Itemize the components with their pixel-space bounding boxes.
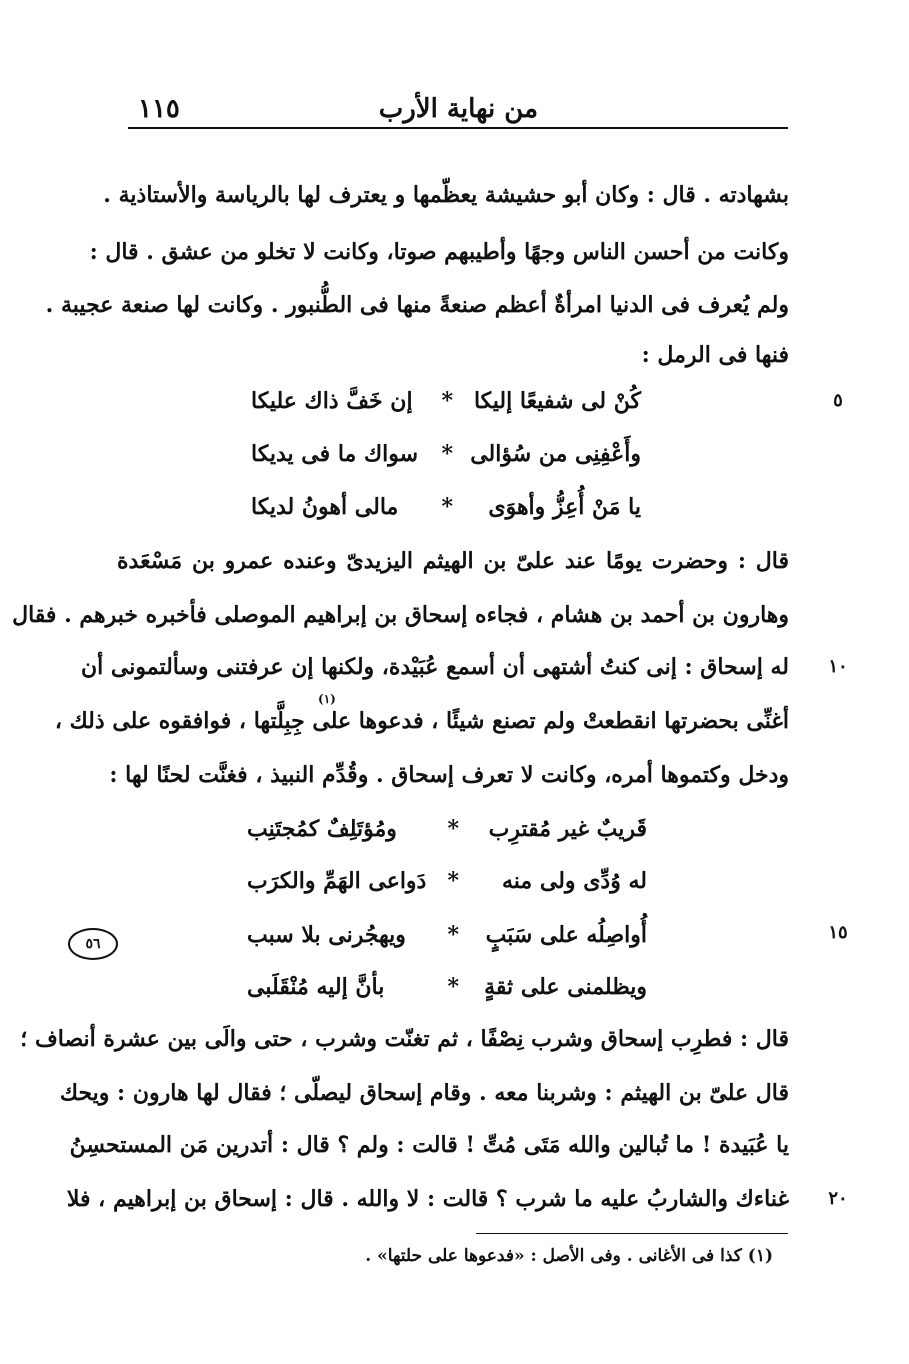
verse-hemistich-first: يا مَنْ أُعِزُّ وأهوَى xyxy=(488,494,641,520)
verse-hemistich-second: إن خَفَّ ذاك عليكا xyxy=(251,388,413,414)
verse-hemistich-second: سواك ما فى يديكا xyxy=(251,441,419,467)
text-line: له إسحاق : إنى كنتُ أشتهى أن أسمع عُبَيْدة، ولكنها إن عرفتنى وسألتمونى أن xyxy=(80,654,789,680)
text-line: فنها فى الرمل : xyxy=(641,342,789,368)
verse-line xyxy=(251,384,641,418)
verse-hemistich-first: له وُدِّى ولى منه xyxy=(502,868,647,894)
verse-hemistich-first: وأَعْفِنِى من سُؤالى xyxy=(470,441,641,467)
footnote-rule xyxy=(476,1233,788,1234)
verse-hemistich-second: مالى أهونُ لديكا xyxy=(251,494,399,520)
verse-separator: * xyxy=(447,974,459,1000)
line-number: ٥ xyxy=(833,390,843,411)
verse-line xyxy=(247,970,647,1004)
verse-hemistich-second: ومُؤتَلِفٌ كمُجتَنِب xyxy=(247,816,397,842)
text-line: ولم يُعرف فى الدنيا امرأةٌ أعظم صنعةً منها فى الطُّنبور . وكانت لها صنعة عجيبة . xyxy=(45,292,789,318)
verse-separator: * xyxy=(441,388,453,414)
running-header xyxy=(128,88,788,128)
text-line: يا عُبَيدة ! ما تُبالين والله مَتَى مُتِّ ! قالت : ولم ؟ قال : أتدرين مَن المستحسِنُ xyxy=(69,1132,789,1158)
verse-separator: * xyxy=(447,868,459,894)
verse-hemistich-first: كُنْ لى شفيعًا إليكا xyxy=(473,388,641,414)
line-number: ١٠ xyxy=(828,656,848,677)
margin-page-reference: ٥٦ xyxy=(68,928,118,960)
text-line: قال علىّ بن الهيثم : وشربنا معه . وقام إسحاق ليصلّى ؛ فقال لها هارون : ويحك xyxy=(59,1080,789,1106)
text-line: قال : فطرِب إسحاق وشرب نِصْفًا ، ثم تغنّت وشرب ، حتى والَى بين عشرة أنصاف ؛ xyxy=(20,1026,789,1052)
header-rule xyxy=(128,127,788,129)
verse-line xyxy=(247,812,647,846)
verse-line xyxy=(247,918,647,952)
text-line: غناءك والشاربُ عليه ما شرب ؟ قالت : لا والله . قال : إسحاق بن إبراهيم ، فلا xyxy=(66,1186,789,1212)
verse-separator: * xyxy=(447,922,459,948)
verse-hemistich-first: أُواصِلُه على سَبَبٍ xyxy=(485,922,647,948)
line-number: ٢٠ xyxy=(828,1188,848,1209)
verse-line xyxy=(247,864,647,898)
footnote: (١) كذا فى الأغانى . وفى الأصل : «فدعوها على حلتها» . xyxy=(365,1246,773,1266)
text-line: وهارون بن أحمد بن هشام ، فجاءه إسحاق بن إبراهيم الموصلى فأخبره خبرهم . فقال xyxy=(12,602,789,628)
verse-hemistich-second: بأنَّ إليه مُنْقَلَبى xyxy=(247,974,385,1000)
verse-hemistich-second: دَواعى الهَمِّ والكرَب xyxy=(247,868,427,894)
header-title: من نهاية الأرب xyxy=(378,94,538,124)
text-line: بشهادته . قال : وكان أبو حشيشة يعظّمها و يعترف لها بالرياسة والأستاذية . xyxy=(103,182,789,208)
verse-separator: * xyxy=(447,816,459,842)
verse-hemistich-second: ويهجُرنى بلا سبب xyxy=(247,922,406,948)
verse-separator: * xyxy=(441,441,453,467)
text-line: قال : وحضرت يومًا عند علىّ بن الهيثم اليزيدىّ وعنده عمرو بن مَسْعَدة xyxy=(117,548,789,574)
verse-line xyxy=(251,490,641,524)
footnote-reference: (١) xyxy=(318,692,336,706)
text-line: وكانت من أحسن الناس وجهًا وأطيبهم صوتا، وكانت لا تخلو من عشق . قال : xyxy=(89,239,789,265)
page-number: ١١٥ xyxy=(138,94,180,124)
verse-separator: * xyxy=(441,494,453,520)
text-line: أغنِّى بحضرتها انقطعتْ ولم تصنع شيئًا ، فدعوها على جِبِلَّتها ، فوافقوه على ذلك ، xyxy=(54,708,789,734)
verse-line xyxy=(251,437,641,471)
verse-hemistich-first: قَريبٌ غير مُقترِب xyxy=(488,816,647,842)
verse-hemistich-first: ويظلمنى على ثقةٍ xyxy=(484,974,647,1000)
line-number: ١٥ xyxy=(828,922,848,943)
text-line: ودخل وكتموها أمره، وكانت لا تعرف إسحاق . وقُدِّم النبيذ ، فغنَّت لحنًا لها : xyxy=(109,762,789,788)
